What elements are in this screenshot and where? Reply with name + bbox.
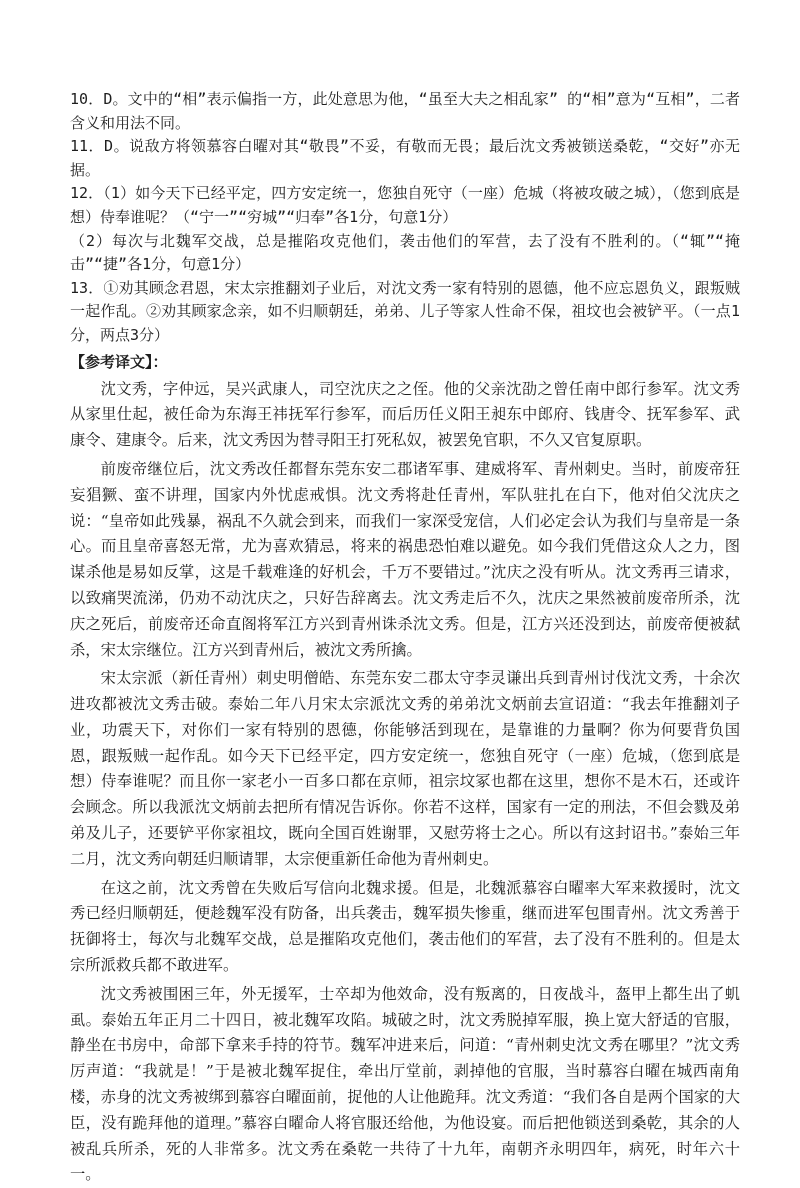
- translation-paragraph-1: 沈文秀，字仲远，吴兴武康人，司空沈庆之之侄。他的父亲沈劭之曾任南中郎行参军。沈文秀从家里仕起，被任命为东海王祎抚军行参军，而后历任义阳王昶东中郎府、钱唐令、抚军参军、武康令、建康令。后来，沈文秀因为替寻阳王打死私奴，被罢免官职，不久又官复原职。: [70, 379, 740, 450]
- answer-11: 11．D。说敌方将领慕容白曜对其“敬畏”不妥，有敬而无畏；最后沈文秀被锁送桑乾，“交好”亦无据。: [70, 137, 740, 179]
- translation-paragraph-3: 宋太宗派（新任青州）刺史明僧皓、东莞东安二郡太守李灵谦出兵到青州讨伐沈文秀，十余次进攻都被沈文秀击破。泰始二年八月宋太宗派沈文秀的弟弟沈文炳前去宣诏道：“我去年推翻刘子业，功震天下，对你们一家有特别的恩德，你能够活到现在，是靠谁的力量啊？你为何要背负国恩，跟叛贼一起作乱。如今天下已经平定，四方安定统一，您独自死守（一座）危城，（您到底是想）侍奉谁呢？而且你一家老小一百多口都在京师，祖宗坟冢也都在这里，想你不是木石，还或许会顾念。所以我派沈文炳前去把所有情况告诉你。你若不这样，国家有一定的刑法，不但会戮及弟弟及儿子，还要铲平你家祖坟，既向全国百姓谢罪，又慰劳将士之心。所以有这封诏书。”泰始三年二月，沈文秀向朝廷归顺请罪，太宗便重新任命他为青州刺史。: [70, 669, 740, 868]
- document-page: [70, 88, 740, 1188]
- translation-paragraph-2: 前废帝继位后，沈文秀改任都督东莞东安二郡诸军事、建威将军、青州刺史。当时，前废帝狂妄猖獗、蛮不讲理，国家内外忧虑戒惧。沈文秀将赴任青州，军队驻扎在白下，他对伯父沈庆之说：“皇帝如此残暴，祸乱不久就会到来，而我们一家深受宠信，人们必定会认为我们与皇帝是一条心。而且皇帝喜怒无常，尤为喜欢猜忌，将来的祸患恐怕难以避免。如今我们凭借这众人之力，图谋杀他是易如反掌，这是千载难逢的好机会，千万不要错过。”沈庆之没有听从。沈文秀再三请求，以致痛哭流涕，仍劝不动沈庆之，只好告辞离去。沈文秀走后不久，沈庆之果然被前废帝所杀，沈庆之死后，前废帝还命直阁将军江方兴到青州诛杀沈文秀。但是，江方兴还没到达，前废帝便被弑杀，宋太宗继位。江方兴到青州后，被沈文秀所擒。: [70, 459, 740, 659]
- answer-13: 13．①劝其顾念君恩，宋太宗推翻刘子业后，对沈文秀一家有特别的恩德，他不应忘恩负义，跟叛贼一起作乱。②劝其顾家念亲，如不归顺朝廷，弟弟、儿子等家人性命不保，祖坟也会被铲平。（一点1分，两点3分）: [70, 278, 740, 344]
- translation-heading: 【参考译文】：: [70, 352, 168, 371]
- translation-paragraph-4: 在这之前，沈文秀曾在失败后写信向北魏求援。但是，北魏派慕容白曜率大军来救援时，沈文秀已经归顺朝廷，便趁魏军没有防备，出兵袭击，魏军损失惨重，继而进军包围青州。沈文秀善于抚御将士，每次与北魏军交战，总是摧陷攻克他们，袭击他们的军营，去了没有不胜利的。但是太宗所派救兵都不敢进军。: [70, 878, 740, 975]
- translation-paragraph-5: 沈文秀被围困三年，外无援军，士卒却为他效命，没有叛离的，日夜战斗，盔甲上都生出了虮虱。泰始五年正月二十四日，被北魏军攻陷。城破之时，沈文秀脱掉军服，换上宽大舒适的官服，静坐在书房中，命部下拿来手持的符节。魏军冲进来后，问道：“青州刺史沈文秀在哪里？”沈文秀厉声道：“我就是！”于是被北魏军捉住，牵出厅堂前，剥掉他的官服，当时慕容白曜在城西南角楼，赤身的沈文秀被绑到慕容白曜面前，捉他的人让他跪拜。沈文秀道：“我们各自是两个国家的大臣，没有跪拜他的道理。”慕容白曜命人将官服还给他，为他设宴。而后把他锁送到桑乾，其余的人被乱兵所杀，死的人非常多。沈文秀在桑乾一共待了十九年，南朝齐永明四年，病死，时年六十一。: [70, 984, 740, 1184]
- answer-12-part-2: （2）每次与北魏军交战，总是摧陷攻克他们，袭击他们的军营，去了没有不胜利的。（“辄”“掩击”“捷”各1分，句意1分）: [70, 231, 740, 274]
- answer-12-part-1: 12．（1）如今天下已经平定，四方安定统一，您独自死守（一座）危城（将被攻破之城），（您到底是想）侍奉谁呢？（“宁一”“穷城”“归奉”各1分，句意1分）: [70, 184, 740, 226]
- answer-10: 10．D。文中的“相”表示偏指一方，此处意思为他，“虽至大夫之相乱家” 的“相”意为“互相”，二者含义和用法不同。: [70, 90, 740, 132]
